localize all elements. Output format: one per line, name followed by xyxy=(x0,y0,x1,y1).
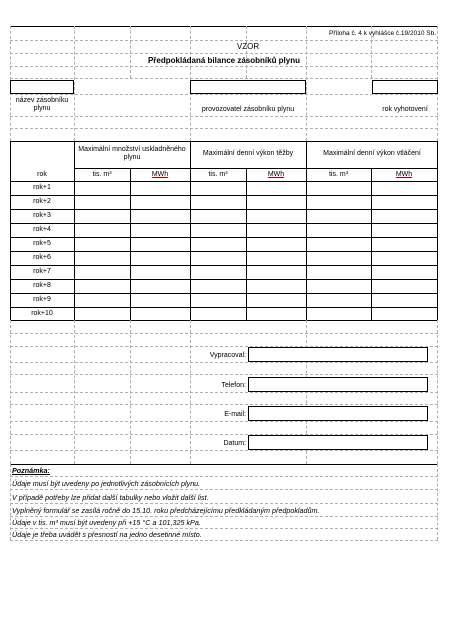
grid-line xyxy=(437,320,438,464)
unit-header: MWh xyxy=(151,171,169,178)
grid-line xyxy=(10,528,438,529)
grid-line xyxy=(74,320,75,464)
grid-line xyxy=(10,503,438,504)
col-group-injection: Maximální denní výkon vtláčení xyxy=(323,150,421,157)
table-row-label: rok+8 xyxy=(33,282,51,289)
storage-name-label: název zásobníku plynu xyxy=(15,97,69,112)
operator-field[interactable] xyxy=(190,80,306,94)
notes-top-border xyxy=(10,464,438,465)
col-group-withdrawal: Maximální denní výkon těžby xyxy=(202,150,294,157)
grid-line xyxy=(130,26,131,78)
unit-header: tis. m³ xyxy=(92,171,112,178)
attachment-note: Příloha č. 4 k vyhlášce č.19/2010 Sb. xyxy=(329,30,436,37)
table-row-label: rok+7 xyxy=(33,268,51,275)
unit-header: MWh xyxy=(267,171,285,178)
year-label: rok vyhotovení xyxy=(382,106,428,113)
unit-header: tis. m³ xyxy=(328,171,349,178)
grid-line xyxy=(10,516,438,517)
date-label: Datum: xyxy=(223,440,246,447)
grid-line xyxy=(10,489,438,490)
grid-line xyxy=(10,116,438,117)
grid-line xyxy=(10,94,438,95)
note-line: Vyplněný formulář se zasílá ročně do 15.10. roku předcházejícímu předkládaným předpokladům. xyxy=(12,506,320,515)
table-row-label: rok+1 xyxy=(33,184,51,191)
note-line: V případě potřeby lze přidat další tabulky nebo vložit další list. xyxy=(12,493,209,502)
table-row-label: rok+2 xyxy=(33,198,51,205)
notes-heading: Poznámka: xyxy=(12,466,50,475)
grid-line xyxy=(10,540,438,541)
email-label: E-mail: xyxy=(224,411,246,418)
prepared-by-label: Vypracoval: xyxy=(209,352,246,359)
grid-line xyxy=(10,128,438,129)
table-row-label: rok+4 xyxy=(33,226,51,233)
sample-label: VZOR xyxy=(236,42,260,51)
unit-header: MWh xyxy=(395,171,413,178)
storage-name-field[interactable] xyxy=(10,80,74,94)
date-field[interactable] xyxy=(248,435,428,450)
prepared-by-field[interactable] xyxy=(248,347,428,362)
grid-line xyxy=(10,464,11,540)
col-group-storage: Maximální množství uskladněného plynu xyxy=(78,146,186,161)
note-line: Údaje v tis. m³ musí být uvedeny při +15 °C a 101,325 kPa. xyxy=(12,518,201,527)
phone-field[interactable] xyxy=(248,377,428,392)
grid-line xyxy=(130,320,131,464)
grid-line xyxy=(10,320,11,464)
table-row-label: rok+10 xyxy=(31,310,53,317)
table-row-label: rok+5 xyxy=(33,240,51,247)
operator-label: provozovatel zásobníku plynu xyxy=(201,106,295,113)
year-field[interactable] xyxy=(372,80,438,94)
unit-header: tis. m³ xyxy=(208,171,228,178)
grid-line xyxy=(10,476,438,477)
note-line: Údaje je třeba uvádět s přesností na jedno desetinné místo. xyxy=(12,530,202,539)
page-title: Předpokládaná bilance zásobníků plynu xyxy=(147,56,301,65)
grid-line xyxy=(74,26,75,141)
col-header-year: rok xyxy=(37,171,47,178)
table-row-label: rok+3 xyxy=(33,212,51,219)
table-row-label: rok+6 xyxy=(33,254,51,261)
table-row-label: rok+9 xyxy=(33,296,51,303)
phone-label: Telefon: xyxy=(221,382,246,389)
grid-line xyxy=(306,26,307,141)
grid-line xyxy=(246,26,247,78)
grid-line xyxy=(437,464,438,540)
note-line: Údaje musí být uvedeny po jednotlivých zásobnících plynu. xyxy=(12,479,201,488)
email-field[interactable] xyxy=(248,406,428,421)
